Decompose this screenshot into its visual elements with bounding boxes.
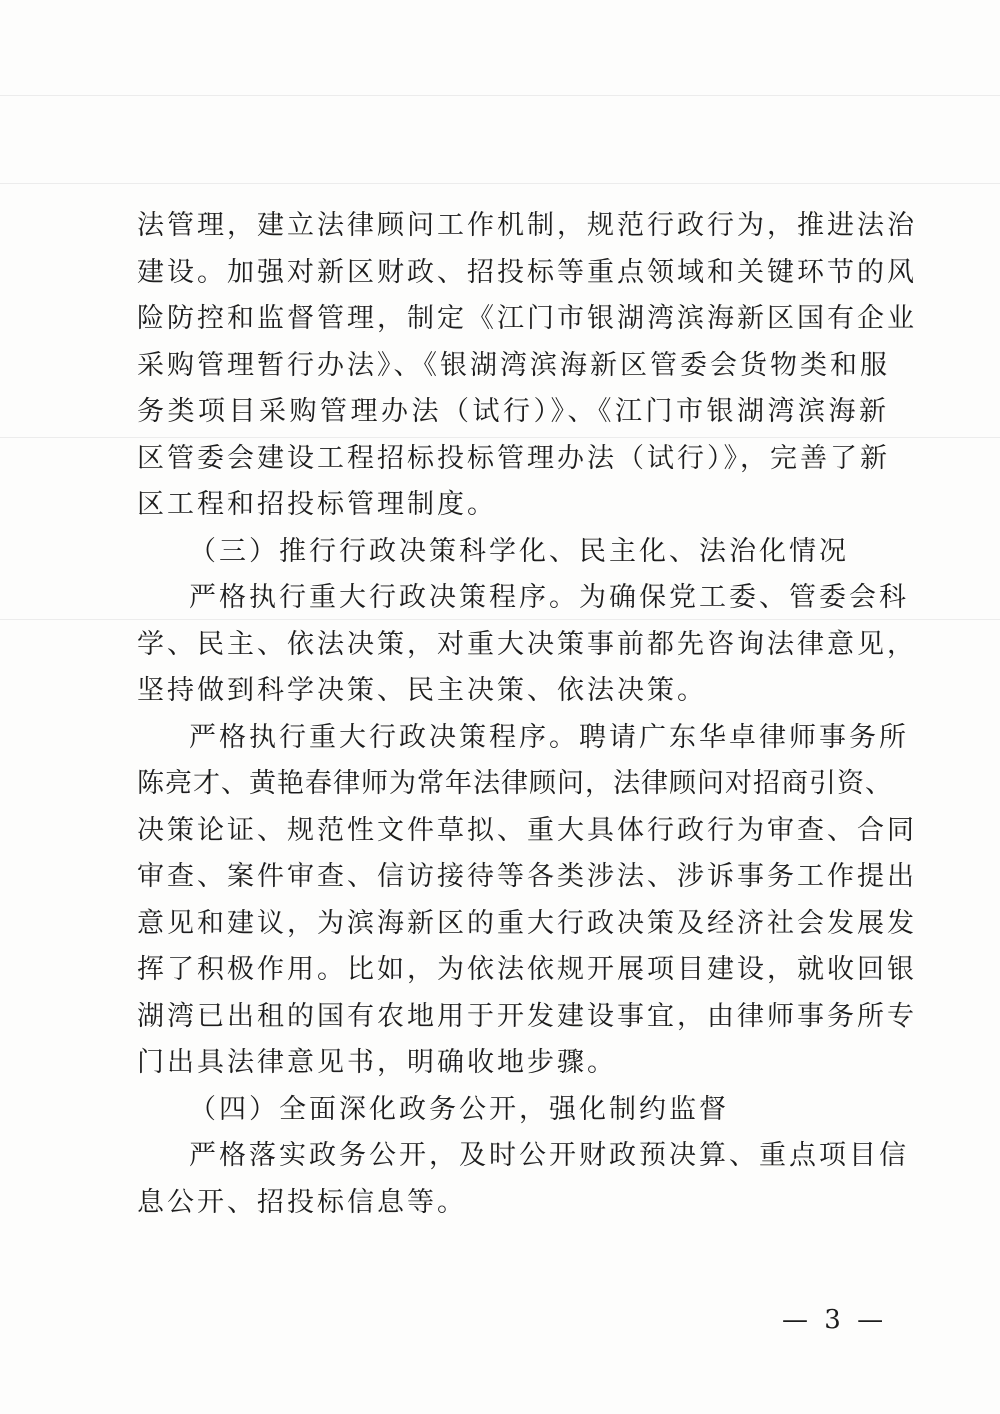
paragraph-line: 湖湾已出租的国有农地用于开发建设事宜，由律师事务所专 <box>137 1000 917 1032</box>
paragraph-line: 意见和建议，为滨海新区的重大行政决策及经济社会发展发 <box>137 907 917 939</box>
paragraph-line: 采购管理暂行办法》、《银湖湾滨海新区管委会货物类和服 <box>137 349 890 381</box>
section-heading: （四）全面深化政务公开，强化制约监督 <box>189 1093 729 1125</box>
paragraph-line: 法管理，建立法律顾问工作机制，规范行政行为，推进法治 <box>137 210 917 241</box>
paragraph-line: 严格执行重大行政决策程序。聘请广东华卓律师事务所 <box>189 721 909 753</box>
paragraph-line: 严格落实政务公开，及时公开财政预决算、重点项目信 <box>189 1140 909 1171</box>
scan-artifact <box>0 95 1000 96</box>
paragraph-line: 挥了积极作用。比如，为依法依规开展项目建设，就收回银 <box>137 954 917 985</box>
paragraph-line: 决策论证、规范性文件草拟、重大具体行政行为审查、合同 <box>137 814 917 846</box>
paragraph-line: 区工程和招投标管理制度。 <box>137 489 497 520</box>
page-number: — 3 — <box>782 1305 888 1335</box>
paragraph-line: 严格执行重大行政决策程序。为确保党工委、管委会科 <box>189 582 909 613</box>
paragraph-line: 险防控和监督管理，制定《江门市银湖湾滨海新区国有企业 <box>137 303 917 334</box>
paragraph-line: 门出具法律意见书，明确收地步骤。 <box>137 1047 617 1078</box>
paragraph-line: 息公开、招投标信息等。 <box>137 1186 467 1218</box>
paragraph-line: 建设。加强对新区财政、招投标等重点领域和关键环节的风 <box>137 256 917 288</box>
paragraph-line: 坚持做到科学决策、民主决策、依法决策。 <box>137 675 707 706</box>
paragraph-line: 务类项目采购管理办法（试行）》、《江门市银湖湾滨海新 <box>137 396 889 427</box>
document-body <box>137 203 917 1226</box>
paragraph-line: 陈亮才、黄艳春律师为常年法律顾问，法律顾问对招商引资、 <box>137 768 893 799</box>
section-heading: （三）推行行政决策科学化、民主化、法治化情况 <box>189 535 849 567</box>
scan-artifact <box>0 183 1000 184</box>
paragraph-line: 审查、案件审查、信访接待等各类涉法、涉诉事务工作提出 <box>137 861 917 892</box>
paragraph-line: 学、民主、依法决策，对重大决策事前都先咨询法律意见， <box>137 628 917 660</box>
paragraph-line: 区管委会建设工程招标投标管理办法（试行）》，完善了新 <box>137 442 890 474</box>
